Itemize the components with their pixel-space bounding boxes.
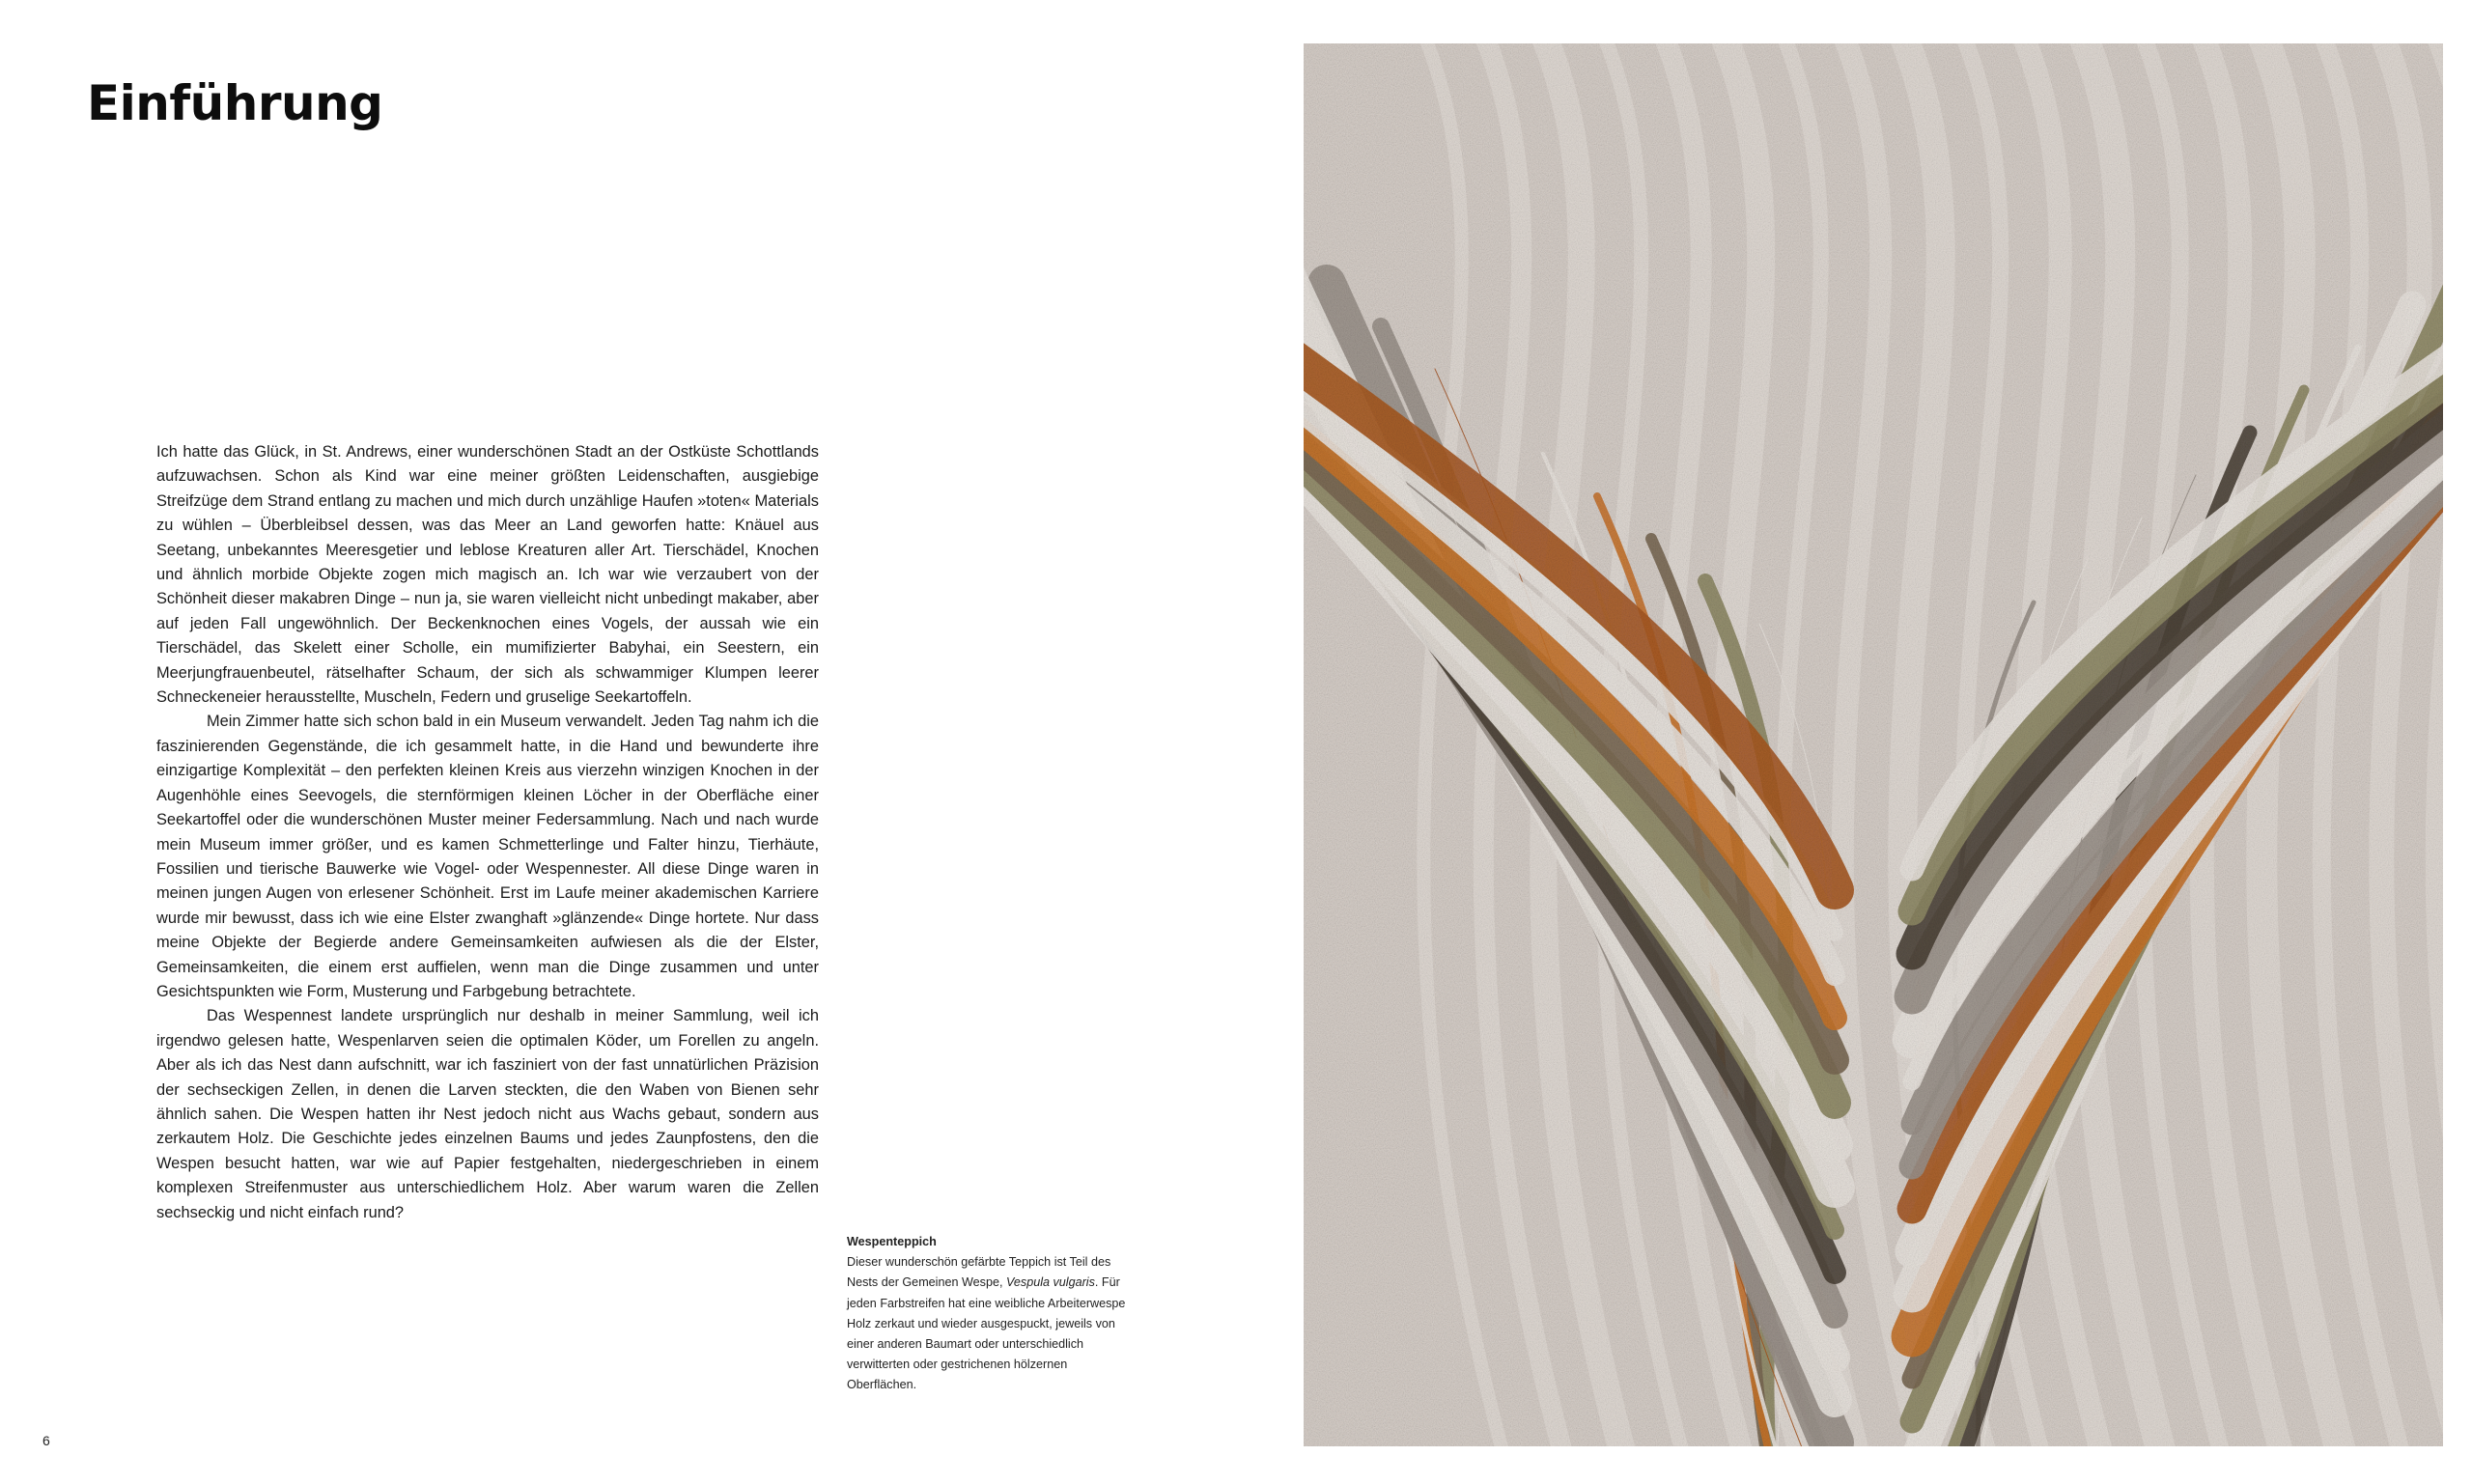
caption-title: Wespenteppich xyxy=(847,1235,937,1248)
caption-text xyxy=(847,1252,1137,1395)
page-title: Einführung xyxy=(87,75,383,131)
paragraph: Das Wespennest landete ursprünglich nur deshalb in meiner Sammlung, weil ich irgendwo gelesen hatte, Wespenlarven seien die optimalen Köder, um Forellen zu angeln. Aber als ich das Nest dann aufschnitt, war ich fasziniert von der fast unnatürlichen Präzision der sechseckigen Zellen, in denen die Larven steckten, die den Waben von Bienen sehr ähnlich sahen. Die Wespen hatten ihr Nest jedoch nicht aus Wachs gebaut, sondern aus zerkautem Holz. Die Geschichte jedes einzelnen Baums und jedes Zaunpfostens, den die Wespen besucht hatten, war wie auf Papier festgehalten, niedergeschrieben in einem komplexen Streifenmuster aus unterschiedlichem Holz. Aber warum waren die Zellen sechseckig und nicht einfach rund? xyxy=(156,1007,819,1221)
caption-text-end: . Für jeden Farbstreifen hat eine weibliche Arbeiterwespe Holz zerkaut und wieder ausgespuckt, jeweils von einer anderen Baumart oder unterschiedlich verwitterten oder gestrichenen hölzernen Oberflächen. xyxy=(847,1275,1126,1392)
image-caption xyxy=(847,1232,1137,1396)
wasp-nest-image xyxy=(1304,43,2443,1446)
body-text xyxy=(156,440,819,1225)
wasp-nest-photo xyxy=(1304,43,2443,1446)
paragraph: Ich hatte das Glück, in St. Andrews, einer wunderschönen Stadt an der Ostküste Schottlands aufzuwachsen. Schon als Kind war eine meiner größten Leidenschaften, ausgiebige Streifzüge dem Strand entlang zu machen und mich durch unzählige Haufen »toten« Materials zu wühlen – Überbleibsel dessen, was das Meer an Land geworfen hatte: Knäuel aus Seetang, unbekanntes Meeresgetier und leblose Kreaturen aller Art. Tierschädel, Knochen und ähnlich morbide Objekte zogen mich magisch an. Ich war wie verzaubert von der Schönheit dieser makabren Dinge – nun ja, sie waren vielleicht nicht unbedingt makaber, aber auf jeden Fall ungewöhnlich. Der Beckenknochen eines Vogels, der aussah wie ein Tierschädel, das Skelett einer Scholle, ein mumifizierter Babyhai, ein Seestern, ein Meerjungfrauenbeutel, rätselhafter Schaum, der sich als schwammiger Klumpen leerer Schneckeneier herausstellte, Muscheln, Federn und gruselige Seekartoffeln. xyxy=(156,443,819,707)
paragraph: Mein Zimmer hatte sich schon bald in ein Museum verwandelt. Jeden Tag nahm ich die faszinierenden Gegenstände, die ich gesammelt hatte, in die Hand und bewunderte ihre einzigartige Komplexität – den perfekten kleinen Kreis aus vierzehn winzigen Knochen in der Augenhöhle eines Seevogels, die sternförmigen kleinen Löcher in der Oberfläche einer Seekartoffel oder die wunderschönen Muster meiner Federsammlung. Nach und nach wurde mein Museum immer größer, und es kamen Schmetterlinge und Falter hinzu, Tierhäute, Fossilien und tierische Bauwerke wie Vogel- oder Wespennester. All diese Dinge waren in meinen jungen Augen von erlesener Schönheit. Erst im Laufe meiner akademischen Karriere wurde mir bewusst, dass ich wie eine Elster zwanghaft »glänzende« Dinge hortete. Nur dass meine Objekte der Begierde andere Gemeinsamkeiten aufwiesen als die der Elster, Gemeinsamkeiten, die einem erst auffielen, wenn man die Dinge zusammen und unter Gesichtspunkten wie Form, Musterung und Farbgebung betrachtete. xyxy=(156,713,819,1000)
page-number: 6 xyxy=(42,1433,50,1448)
caption-species: Vespula vulgaris xyxy=(1005,1275,1095,1290)
caption-text-start: Dieser wunderschön gefärbte Teppich ist Teil des Nests der Gemeinen Wespe, xyxy=(847,1255,1111,1290)
